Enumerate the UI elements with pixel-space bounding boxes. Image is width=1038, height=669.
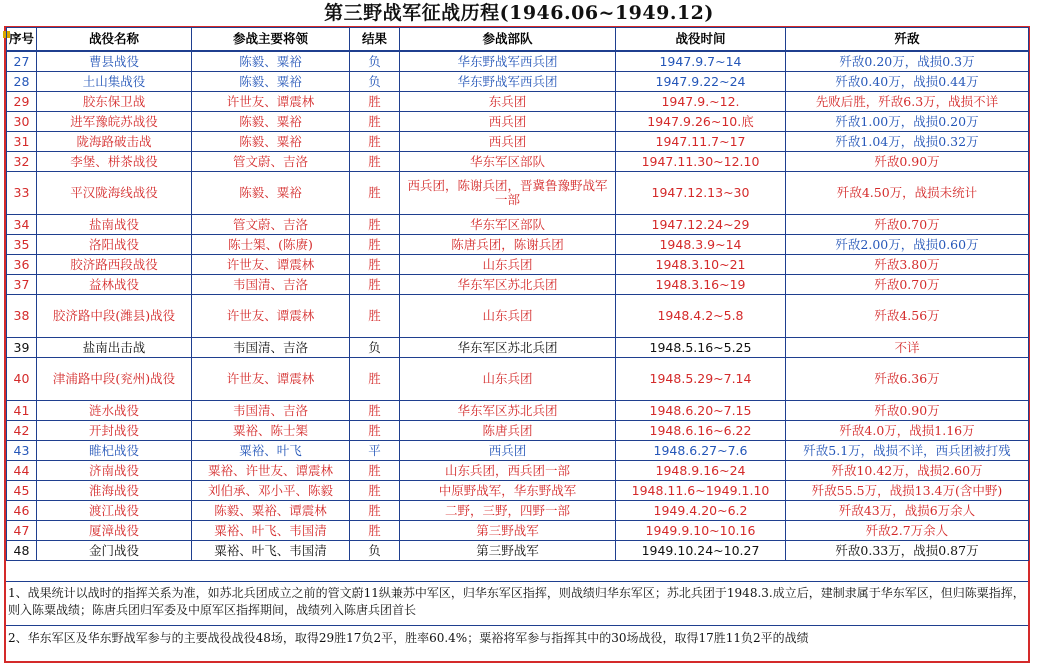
cell-battle-name[interactable]: 淮海战役 [37, 481, 192, 501]
cell-index[interactable]: 47 [7, 521, 37, 541]
cell-index[interactable]: 48 [7, 541, 37, 561]
cell-index[interactable]: 40 [7, 358, 37, 401]
cell-enemy-losses[interactable]: 歼敌43万，战损6万余人 [786, 501, 1029, 521]
cell-leaders[interactable]: 粟裕、许世友、谭震林 [192, 461, 350, 481]
cell-battle-name[interactable]: 土山集战役 [37, 72, 192, 92]
cell-leaders[interactable]: 陈毅、粟裕 [192, 112, 350, 132]
table-row [7, 51, 1029, 72]
cell-enemy-losses[interactable]: 歼敌0.90万 [786, 152, 1029, 172]
cell-units[interactable]: 华东军区苏北兵团 [400, 275, 616, 295]
table-row [7, 441, 1029, 461]
cell-enemy-losses[interactable]: 歼敌1.04万，战损0.32万 [786, 132, 1029, 152]
cell-leaders[interactable]: 粟裕、叶飞、韦国清 [192, 541, 350, 561]
cell-enemy-losses[interactable]: 不详 [786, 338, 1029, 358]
cell-time[interactable]: 1948.4.2~5.8 [616, 295, 786, 338]
header-result[interactable]: 结果 [350, 28, 400, 52]
cell-enemy-losses[interactable]: 歼敌3.80万 [786, 255, 1029, 275]
cell-battle-name[interactable]: 盐南战役 [37, 215, 192, 235]
cell-index[interactable]: 34 [7, 215, 37, 235]
cell-battle-name[interactable]: 盐南出击战 [37, 338, 192, 358]
cell-enemy-losses[interactable]: 歼敌10.42万，战损2.60万 [786, 461, 1029, 481]
cell-time[interactable]: 1947.9.7~14 [616, 51, 786, 72]
cell-time[interactable]: 1949.10.24~10.27 [616, 541, 786, 561]
cell-index[interactable]: 28 [7, 72, 37, 92]
cell-leaders[interactable]: 韦国清、吉洛 [192, 401, 350, 421]
cell-units[interactable]: 山东兵团 [400, 295, 616, 338]
header-enemy-losses[interactable]: 歼敌 [786, 28, 1029, 52]
cell-enemy-losses[interactable]: 歼敌0.70万 [786, 275, 1029, 295]
cell-units[interactable]: 陈唐兵团 [400, 421, 616, 441]
cell-index[interactable]: 39 [7, 338, 37, 358]
cell-result[interactable]: 负 [350, 338, 400, 358]
table-row [7, 235, 1029, 255]
cell-units[interactable]: 华东野战军西兵团 [400, 51, 616, 72]
cell-battle-name[interactable]: 涟水战役 [37, 401, 192, 421]
cell-battle-name[interactable]: 济南战役 [37, 461, 192, 481]
cell-units[interactable]: 西兵团 [400, 112, 616, 132]
cell-time[interactable]: 1948.3.9~14 [616, 235, 786, 255]
cell-time[interactable]: 1948.5.16~5.25 [616, 338, 786, 358]
cell-index[interactable]: 27 [7, 51, 37, 72]
cell-index[interactable]: 45 [7, 481, 37, 501]
cell-time[interactable]: 1948.6.27~7.6 [616, 441, 786, 461]
cell-battle-name[interactable]: 开封战役 [37, 421, 192, 441]
cell-result[interactable]: 胜 [350, 461, 400, 481]
cell-leaders[interactable]: 许世友、谭震林 [192, 358, 350, 401]
cell-index[interactable]: 43 [7, 441, 37, 461]
cell-units[interactable]: 山东兵团，西兵团一部 [400, 461, 616, 481]
cell-enemy-losses[interactable]: 歼敌0.70万 [786, 215, 1029, 235]
cell-time[interactable]: 1947.9.22~24 [616, 72, 786, 92]
cell-battle-name[interactable]: 胶东保卫战 [37, 92, 192, 112]
cell-leaders[interactable]: 陈毅、粟裕、谭震林 [192, 501, 350, 521]
cell-leaders[interactable]: 许世友、谭震林 [192, 295, 350, 338]
cell-index[interactable]: 46 [7, 501, 37, 521]
cell-enemy-losses[interactable]: 歼敌4.50万，战损未统计 [786, 172, 1029, 215]
table-row [7, 521, 1029, 541]
cell-units[interactable]: 华东军区苏北兵团 [400, 338, 616, 358]
cell-battle-name[interactable]: 洛阳战役 [37, 235, 192, 255]
cell-index[interactable]: 30 [7, 112, 37, 132]
cell-units[interactable]: 东兵团 [400, 92, 616, 112]
cell-result[interactable]: 胜 [350, 501, 400, 521]
cell-leaders[interactable]: 许世友、谭震林 [192, 92, 350, 112]
cell-result[interactable]: 胜 [350, 401, 400, 421]
cell-battle-name[interactable]: 平汉陇海线战役 [37, 172, 192, 215]
header-time[interactable]: 战役时间 [616, 28, 786, 52]
cell-time[interactable]: 1948.5.29~7.14 [616, 358, 786, 401]
cell-leaders[interactable]: 管文蔚、吉洛 [192, 152, 350, 172]
table-row [7, 461, 1029, 481]
cell-result[interactable]: 胜 [350, 132, 400, 152]
cell-units[interactable]: 中原野战军，华东野战军 [400, 481, 616, 501]
cell-time[interactable]: 1947.11.30~12.10 [616, 152, 786, 172]
cell-time[interactable]: 1947.9.26~10.底 [616, 112, 786, 132]
cell-result[interactable]: 胜 [350, 215, 400, 235]
cell-enemy-losses[interactable]: 歼敌5.1万，战损不详，西兵团被打残 [786, 441, 1029, 461]
cell-enemy-losses[interactable]: 歼敌0.33万，战损0.87万 [786, 541, 1029, 561]
cell-result[interactable]: 胜 [350, 275, 400, 295]
cell-units[interactable]: 西兵团 [400, 132, 616, 152]
cell-time[interactable]: 1948.6.20~7.15 [616, 401, 786, 421]
cell-result[interactable]: 胜 [350, 521, 400, 541]
cell-battle-name[interactable]: 陇海路破击战 [37, 132, 192, 152]
table-row [7, 255, 1029, 275]
table-row [7, 132, 1029, 152]
battle-table [6, 27, 1029, 561]
cell-result[interactable]: 胜 [350, 255, 400, 275]
cell-units[interactable]: 华东军区部队 [400, 215, 616, 235]
cell-enemy-losses[interactable]: 歼敌55.5万，战损13.4万(含中野) [786, 481, 1029, 501]
cell-time[interactable]: 1947.12.13~30 [616, 172, 786, 215]
table-row [7, 338, 1029, 358]
cell-result[interactable]: 胜 [350, 92, 400, 112]
cell-battle-name[interactable]: 睢杞战役 [37, 441, 192, 461]
cell-enemy-losses[interactable]: 歼敌2.7万余人 [786, 521, 1029, 541]
cell-index[interactable]: 37 [7, 275, 37, 295]
table-row [7, 275, 1029, 295]
cell-enemy-losses[interactable]: 歼敌0.40万，战损0.44万 [786, 72, 1029, 92]
cell-battle-name[interactable]: 益林战役 [37, 275, 192, 295]
cell-result[interactable]: 胜 [350, 358, 400, 401]
cell-time[interactable]: 1948.6.16~6.22 [616, 421, 786, 441]
cell-leaders[interactable]: 韦国清、吉洛 [192, 338, 350, 358]
cell-units[interactable]: 陈唐兵团，陈谢兵团 [400, 235, 616, 255]
cell-index[interactable]: 44 [7, 461, 37, 481]
cell-time[interactable]: 1947.12.24~29 [616, 215, 786, 235]
table-row [7, 152, 1029, 172]
cell-enemy-losses[interactable]: 先败后胜，歼敌6.3万，战损不详 [786, 92, 1029, 112]
cell-units[interactable]: 西兵团，陈谢兵团，晋冀鲁豫野战军一部 [400, 172, 616, 215]
cell-time[interactable]: 1948.3.16~19 [616, 275, 786, 295]
cell-result[interactable]: 胜 [350, 152, 400, 172]
cell-leaders[interactable]: 陈毅、粟裕 [192, 132, 350, 152]
cell-time[interactable]: 1948.9.16~24 [616, 461, 786, 481]
cell-result[interactable]: 胜 [350, 295, 400, 338]
cell-index[interactable]: 41 [7, 401, 37, 421]
cell-leaders[interactable]: 陈士榘、(陈赓) [192, 235, 350, 255]
header-units[interactable]: 参战部队 [400, 28, 616, 52]
cell-leaders[interactable]: 陈毅、粟裕 [192, 172, 350, 215]
cell-units[interactable]: 山东兵团 [400, 358, 616, 401]
cell-battle-name[interactable]: 曹县战役 [37, 51, 192, 72]
notes-section [6, 581, 1028, 661]
cell-battle-name[interactable]: 李堡、栟茶战役 [37, 152, 192, 172]
cell-battle-name[interactable]: 进军豫皖苏战役 [37, 112, 192, 132]
cell-leaders[interactable]: 韦国清、吉洛 [192, 275, 350, 295]
table-row [7, 358, 1029, 401]
cell-units[interactable]: 二野，三野，四野一部 [400, 501, 616, 521]
note-2[interactable]: 2、华东军区及华东野战军参与的主要战役战役48场，取得29胜17负2平，胜率60.4%；粟裕将军参与指挥其中的30场战役，取得17胜11负2平的战绩 [8, 631, 809, 645]
cell-enemy-losses[interactable]: 歼敌1.00万，战损0.20万 [786, 112, 1029, 132]
cell-leaders[interactable]: 粟裕、叶飞、韦国清 [192, 521, 350, 541]
table-row [7, 112, 1029, 132]
table-row [7, 72, 1029, 92]
cell-result[interactable]: 胜 [350, 421, 400, 441]
header-index[interactable]: 序号 [7, 28, 37, 52]
cell-units[interactable]: 西兵团 [400, 441, 616, 461]
cell-index[interactable]: 35 [7, 235, 37, 255]
header-battle-name[interactable]: 战役名称 [37, 28, 192, 52]
cell-enemy-losses[interactable]: 歼敌4.56万 [786, 295, 1029, 338]
cell-index[interactable]: 31 [7, 132, 37, 152]
cell-index[interactable]: 33 [7, 172, 37, 215]
cell-result[interactable]: 胜 [350, 235, 400, 255]
cell-battle-name[interactable]: 厦漳战役 [37, 521, 192, 541]
cell-index[interactable]: 42 [7, 421, 37, 441]
cell-enemy-losses[interactable]: 歼敌4.0万，战损1.16万 [786, 421, 1029, 441]
cell-result[interactable]: 胜 [350, 481, 400, 501]
table-row [7, 481, 1029, 501]
table-row [7, 172, 1029, 215]
cell-result[interactable]: 负 [350, 51, 400, 72]
cell-time[interactable]: 1949.9.10~10.16 [616, 521, 786, 541]
note-1[interactable]: 1、战果统计以战时的指挥关系为准，如苏北兵团成立之前的管文蔚11纵兼苏中军区，归华东军区指挥，则战绩归华东军区；苏北兵团于1948.3.成立后，建制隶属于华东军区，但归陈粟指挥，则入陈粟战绩；陈唐兵团归军委及中原军区指挥期间，战绩列入陈唐兵团首长 [8, 586, 1025, 617]
cell-index[interactable]: 38 [7, 295, 37, 338]
table-row [7, 215, 1029, 235]
cell-units[interactable]: 第三野战军 [400, 521, 616, 541]
cell-time[interactable]: 1947.11.7~17 [616, 132, 786, 152]
cell-time[interactable]: 1948.11.6~1949.1.10 [616, 481, 786, 501]
cell-index[interactable]: 32 [7, 152, 37, 172]
cell-units[interactable]: 山东兵团 [400, 255, 616, 275]
table-row [7, 501, 1029, 521]
table-row [7, 401, 1029, 421]
table-row [7, 295, 1029, 338]
cell-leaders[interactable]: 陈毅、粟裕 [192, 51, 350, 72]
cell-result[interactable]: 负 [350, 541, 400, 561]
cell-time[interactable]: 1948.3.10~21 [616, 255, 786, 275]
cell-index[interactable]: 29 [7, 92, 37, 112]
cell-battle-name[interactable]: 胶济路西段战役 [37, 255, 192, 275]
cell-leaders[interactable]: 管文蔚、吉洛 [192, 215, 350, 235]
cell-units[interactable]: 华东野战军西兵团 [400, 72, 616, 92]
cell-result[interactable]: 负 [350, 72, 400, 92]
page-title: 第三野战军征战历程(1946.06~1949.12) [324, 2, 714, 24]
cell-battle-name[interactable]: 胶济路中段(潍县)战役 [37, 295, 192, 338]
table-row [7, 541, 1029, 561]
cell-result[interactable]: 胜 [350, 112, 400, 132]
table-row [7, 421, 1029, 441]
cell-leaders[interactable]: 粟裕、陈士榘 [192, 421, 350, 441]
cell-battle-name[interactable]: 津浦路中段(兖州)战役 [37, 358, 192, 401]
cell-enemy-losses[interactable]: 歼敌0.20万，战损0.3万 [786, 51, 1029, 72]
header-leaders[interactable]: 参战主要将领 [192, 28, 350, 52]
cell-units[interactable]: 华东军区苏北兵团 [400, 401, 616, 421]
cell-enemy-losses[interactable]: 歼敌0.90万 [786, 401, 1029, 421]
cell-time[interactable]: 1949.4.20~6.2 [616, 501, 786, 521]
cell-leaders[interactable]: 粟裕、叶飞 [192, 441, 350, 461]
cell-battle-name[interactable]: 渡江战役 [37, 501, 192, 521]
cell-time[interactable]: 1947.9.~12. [616, 92, 786, 112]
cell-leaders[interactable]: 陈毅、粟裕 [192, 72, 350, 92]
cell-index[interactable]: 36 [7, 255, 37, 275]
cell-enemy-losses[interactable]: 歼敌6.36万 [786, 358, 1029, 401]
cell-units[interactable]: 第三野战军 [400, 541, 616, 561]
cell-result[interactable]: 平 [350, 441, 400, 461]
header-row [7, 28, 1029, 52]
table-row [7, 92, 1029, 112]
notes-divider [6, 625, 1028, 626]
cell-enemy-losses[interactable]: 歼敌2.00万，战损0.60万 [786, 235, 1029, 255]
cell-leaders[interactable]: 许世友、谭震林 [192, 255, 350, 275]
cell-battle-name[interactable]: 金门战役 [37, 541, 192, 561]
cell-units[interactable]: 华东军区部队 [400, 152, 616, 172]
cell-leaders[interactable]: 刘伯承、邓小平、陈毅 [192, 481, 350, 501]
cell-result[interactable]: 胜 [350, 172, 400, 215]
